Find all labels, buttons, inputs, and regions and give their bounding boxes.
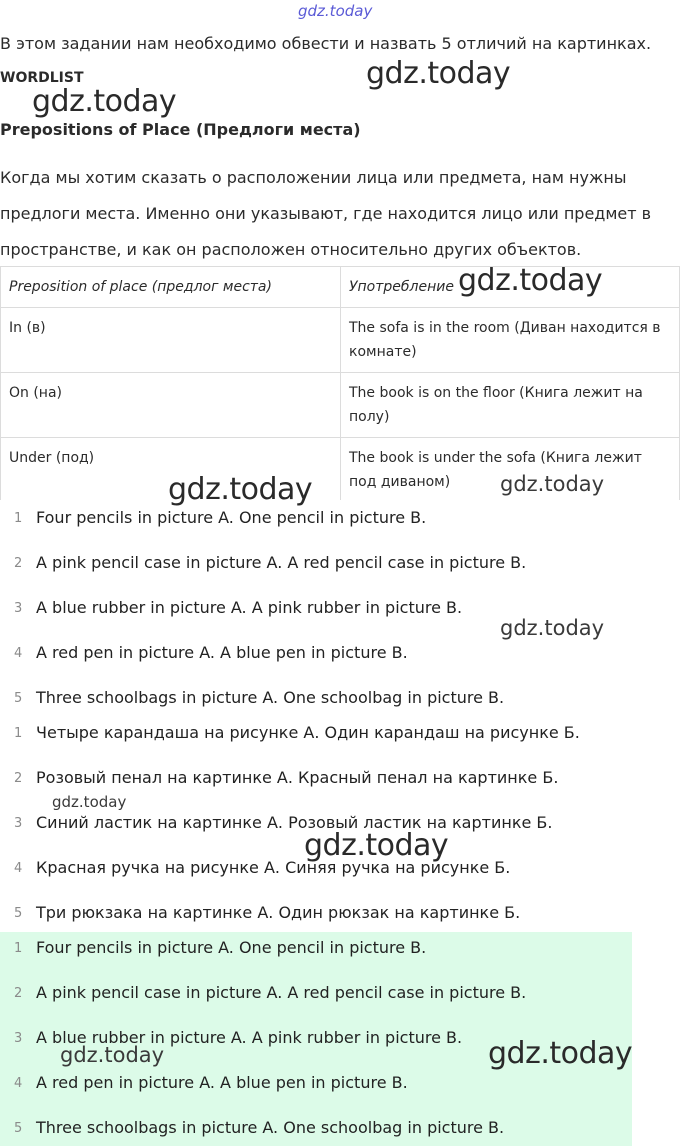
list-item-text: A blue rubber in picture A. A pink rubber in picture B. xyxy=(36,1028,463,1047)
watermark: gdz.today xyxy=(32,84,177,119)
list-item-text: A blue rubber in picture A. A pink rubber in picture B. xyxy=(36,598,463,617)
table-cell: Under (под) xyxy=(1,438,341,503)
list-item-number: 2 xyxy=(14,986,23,1001)
list-item-number: 2 xyxy=(14,771,23,786)
list-item xyxy=(0,983,680,1028)
list-item-text: A red pen in picture A. A blue pen in picture B. xyxy=(36,643,408,662)
list-item-text: Синий ластик на картинке А. Розовый ластик на картинке Б. xyxy=(36,813,553,832)
list-item-number: 4 xyxy=(14,1076,23,1091)
watermark-top: gdz.today xyxy=(298,2,373,20)
wordlist-heading: WORDLIST xyxy=(0,70,84,86)
list-item-number: 3 xyxy=(14,1031,23,1046)
list-item-number: 1 xyxy=(14,726,23,741)
watermark: gdz.today xyxy=(458,263,603,298)
list-item-text: Красная ручка на рисунке А. Синяя ручка на рисунке Б. xyxy=(36,858,511,877)
list-item-text: Three schoolbags in picture A. One schoolbag in picture B. xyxy=(36,1118,505,1137)
list-item-text: Три рюкзака на картинке А. Один рюкзак на картинке Б. xyxy=(36,903,521,922)
table-header-cell: Preposition of place (предлог места) xyxy=(1,267,341,308)
table-cell: The book is under the sofa (Книга лежит под диваном) xyxy=(341,438,680,503)
list-item-text: A pink pencil case in picture A. A red pencil case in picture B. xyxy=(36,553,527,572)
watermark: gdz.today xyxy=(488,1036,633,1071)
list-item xyxy=(0,938,680,983)
intro-text: В этом задании нам необходимо обвести и назвать 5 отличий на картинках. xyxy=(0,34,652,53)
list-item-number: 5 xyxy=(14,906,23,921)
watermark: gdz.today xyxy=(366,56,511,91)
list-item-number: 3 xyxy=(14,816,23,831)
list-item xyxy=(0,1118,680,1146)
list-item-number: 5 xyxy=(14,1121,23,1136)
table-row xyxy=(1,373,680,438)
section-title: Prepositions of Place (Предлоги места) xyxy=(0,120,361,139)
table-cell: The book is on the floor (Книга лежит на полу) xyxy=(341,373,680,438)
list-item-number: 5 xyxy=(14,691,23,706)
list-item xyxy=(0,508,680,553)
table-cell: On (на) xyxy=(1,373,341,438)
list-item-text: Three schoolbags in picture A. One schoolbag in picture B. xyxy=(36,688,505,707)
list-item-number: 1 xyxy=(14,941,23,956)
list-item-text: Four pencils in picture A. One pencil in picture B. xyxy=(36,508,427,527)
list-item-text: A red pen in picture A. A blue pen in picture B. xyxy=(36,1073,408,1092)
list-item xyxy=(0,1073,680,1118)
list-item xyxy=(0,643,680,688)
table-cell: In (в) xyxy=(1,308,341,373)
list-item-text: Розовый пенал на картинке А. Красный пенал на картинке Б. xyxy=(36,768,559,787)
list-item-number: 3 xyxy=(14,601,23,616)
watermark: gdz.today xyxy=(52,793,127,811)
table-row xyxy=(1,308,680,373)
list-item-number: 4 xyxy=(14,646,23,661)
watermark: gdz.today xyxy=(500,472,605,496)
list-item xyxy=(0,553,680,598)
watermark: gdz.today xyxy=(60,1043,165,1067)
prepositions-table xyxy=(0,266,680,503)
watermark: gdz.today xyxy=(304,828,449,863)
list-item xyxy=(0,723,680,768)
list-item-text: Four pencils in picture A. One pencil in picture B. xyxy=(36,938,427,957)
watermark: gdz.today xyxy=(500,616,605,640)
table-cell: The sofa is in the room (Диван находится в комнате) xyxy=(341,308,680,373)
list-item xyxy=(0,858,680,903)
list-item-text: A pink pencil case in picture A. A red pencil case in picture B. xyxy=(36,983,527,1002)
list-item-number: 1 xyxy=(14,511,23,526)
table-header-cell: Употребление xyxy=(341,267,680,308)
section-paragraph: Когда мы хотим сказать о расположении лица или предмета, нам нужны предлоги места. Именно они указывают, где находится лицо или предмет в пространстве, и как он расположен относительно других объектов. xyxy=(0,168,652,259)
list-item-number: 2 xyxy=(14,556,23,571)
list-item-text: Четыре карандаша на рисунке А. Один карандаш на рисунке Б. xyxy=(36,723,580,742)
watermark: gdz.today xyxy=(168,472,313,507)
list-item-number: 4 xyxy=(14,861,23,876)
